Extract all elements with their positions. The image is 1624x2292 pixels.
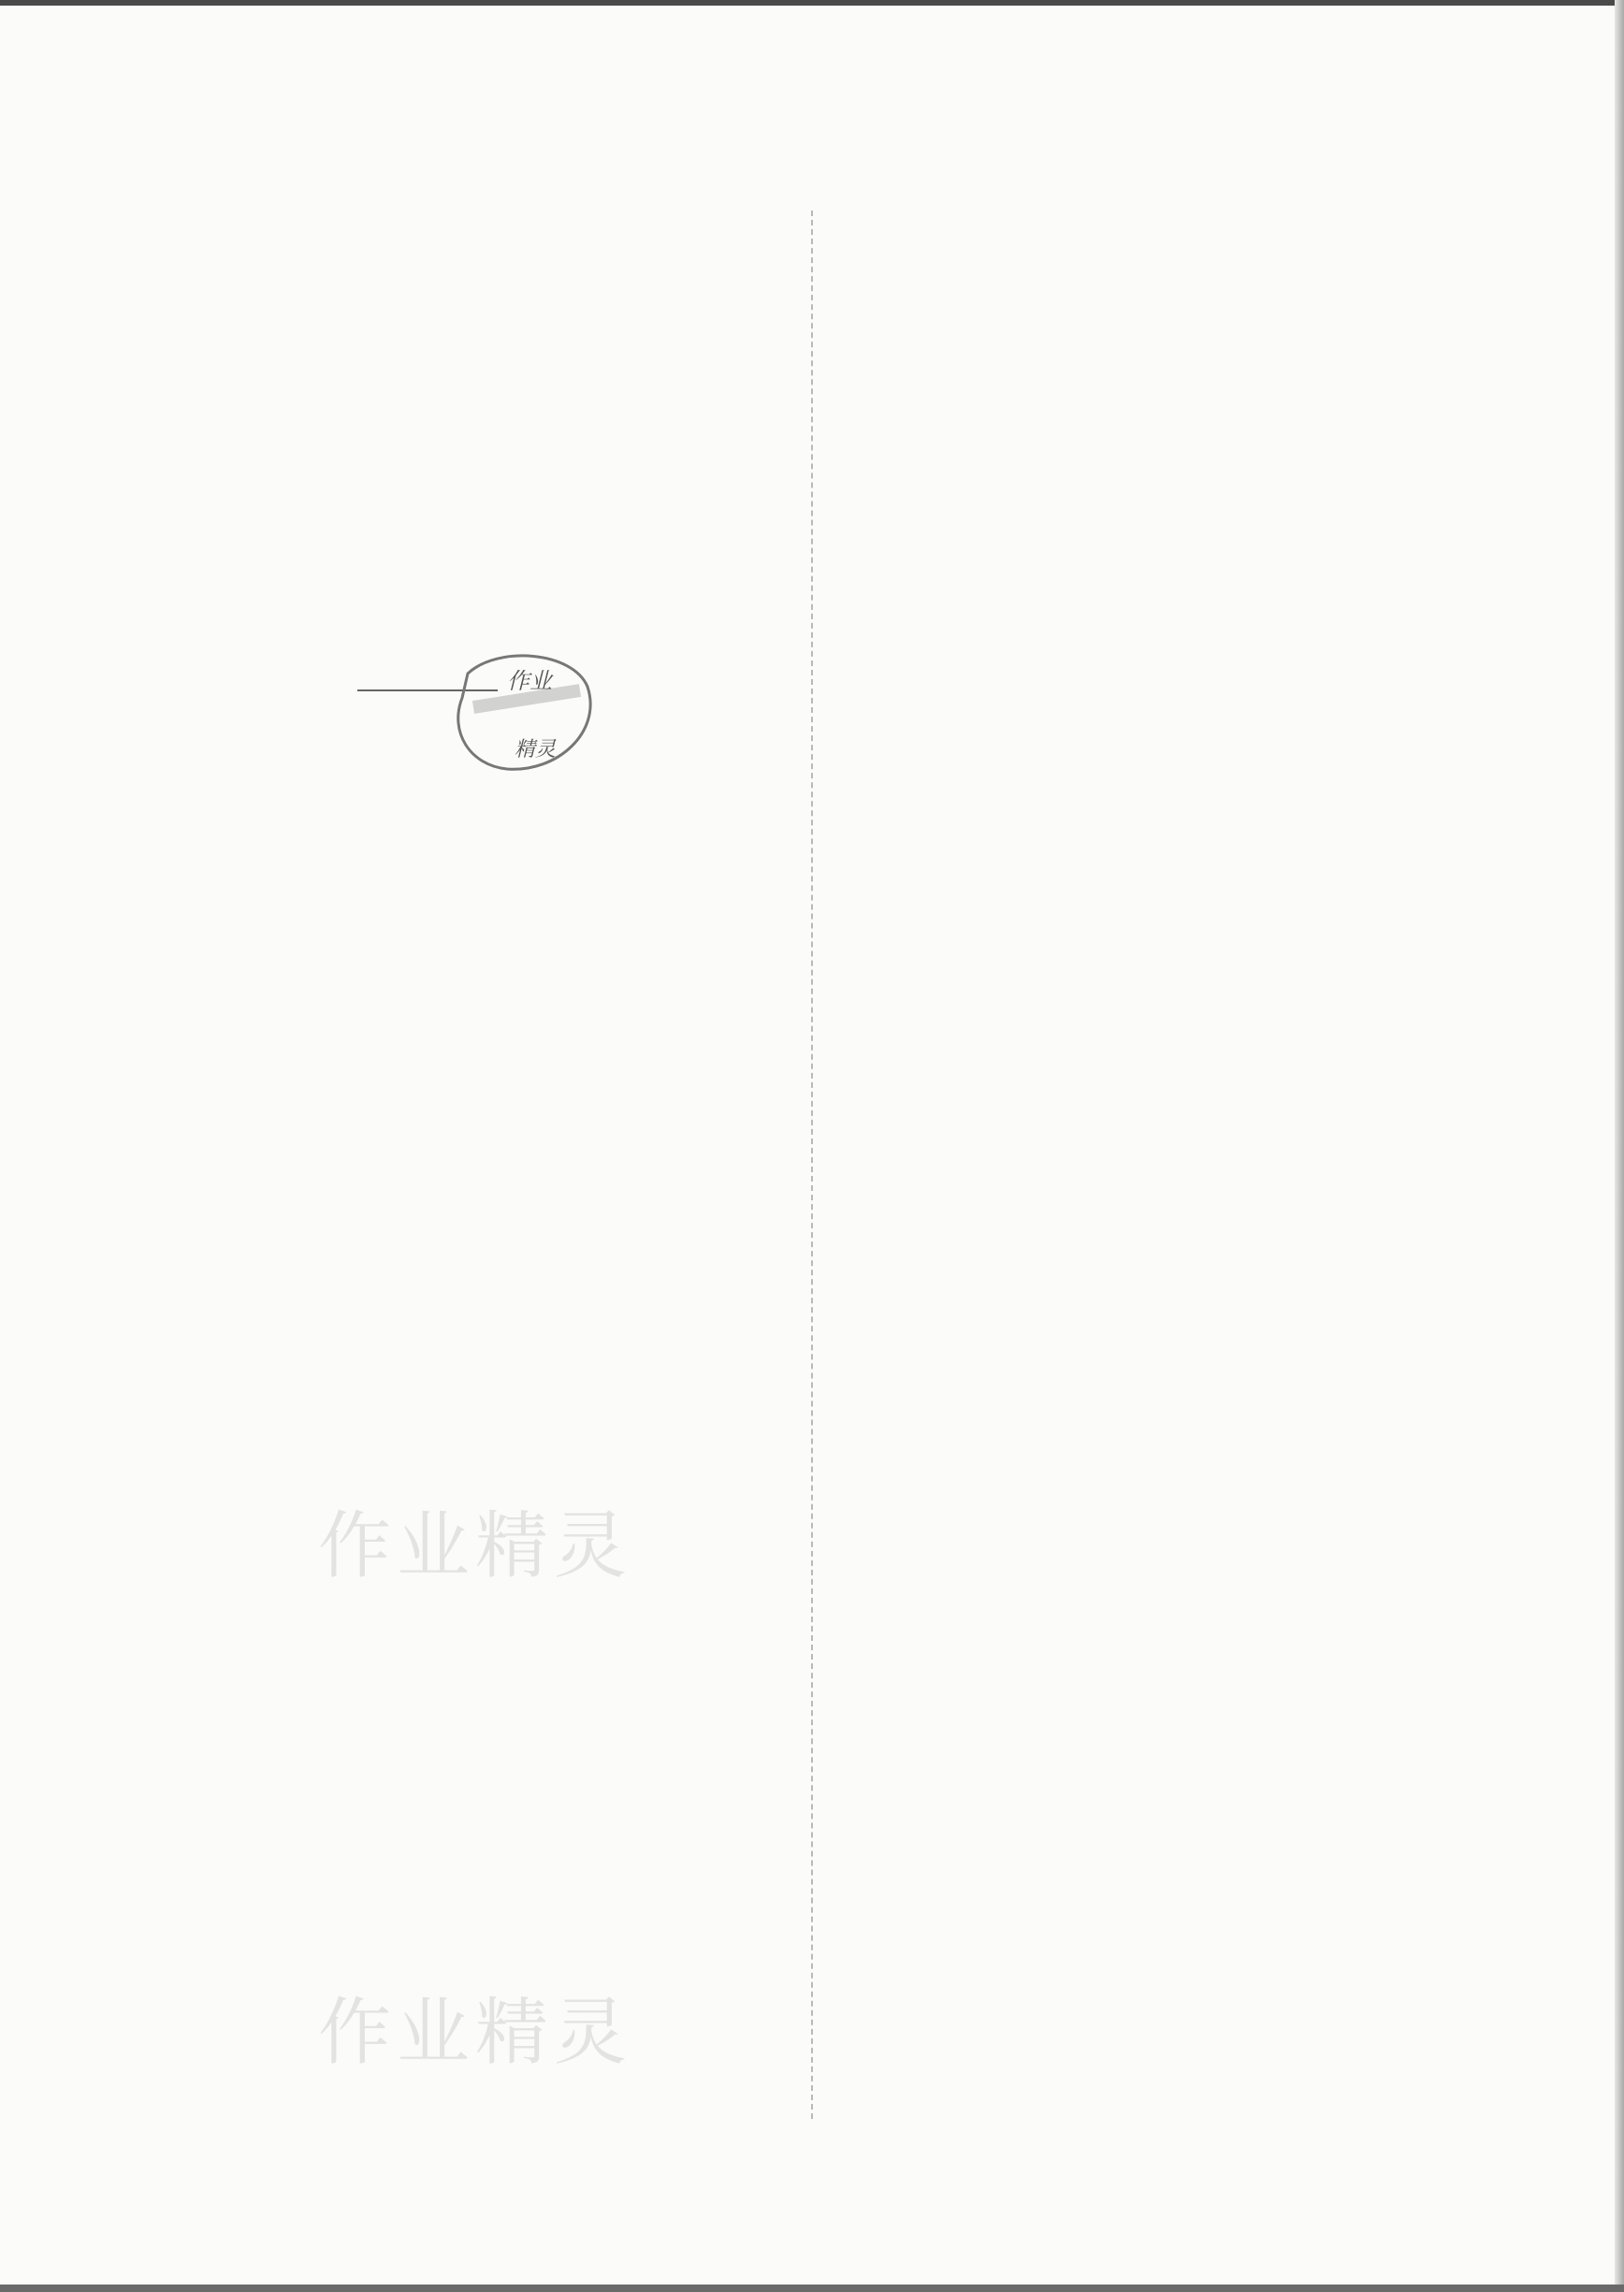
watermark-2: 作业精灵: [318, 1991, 633, 2075]
page-right-edge: [1615, 0, 1624, 2292]
page-top-edge: [0, 0, 1624, 6]
svg-text:精灵: 精灵: [515, 738, 557, 762]
svg-text:作业: 作业: [507, 668, 552, 694]
page-bottom-edge: [0, 2285, 1624, 2292]
column-divider: [811, 210, 813, 2119]
zuoye-jingling-stamp-logo: [357, 642, 601, 782]
watermark-1: 作业精灵: [318, 1504, 633, 1588]
